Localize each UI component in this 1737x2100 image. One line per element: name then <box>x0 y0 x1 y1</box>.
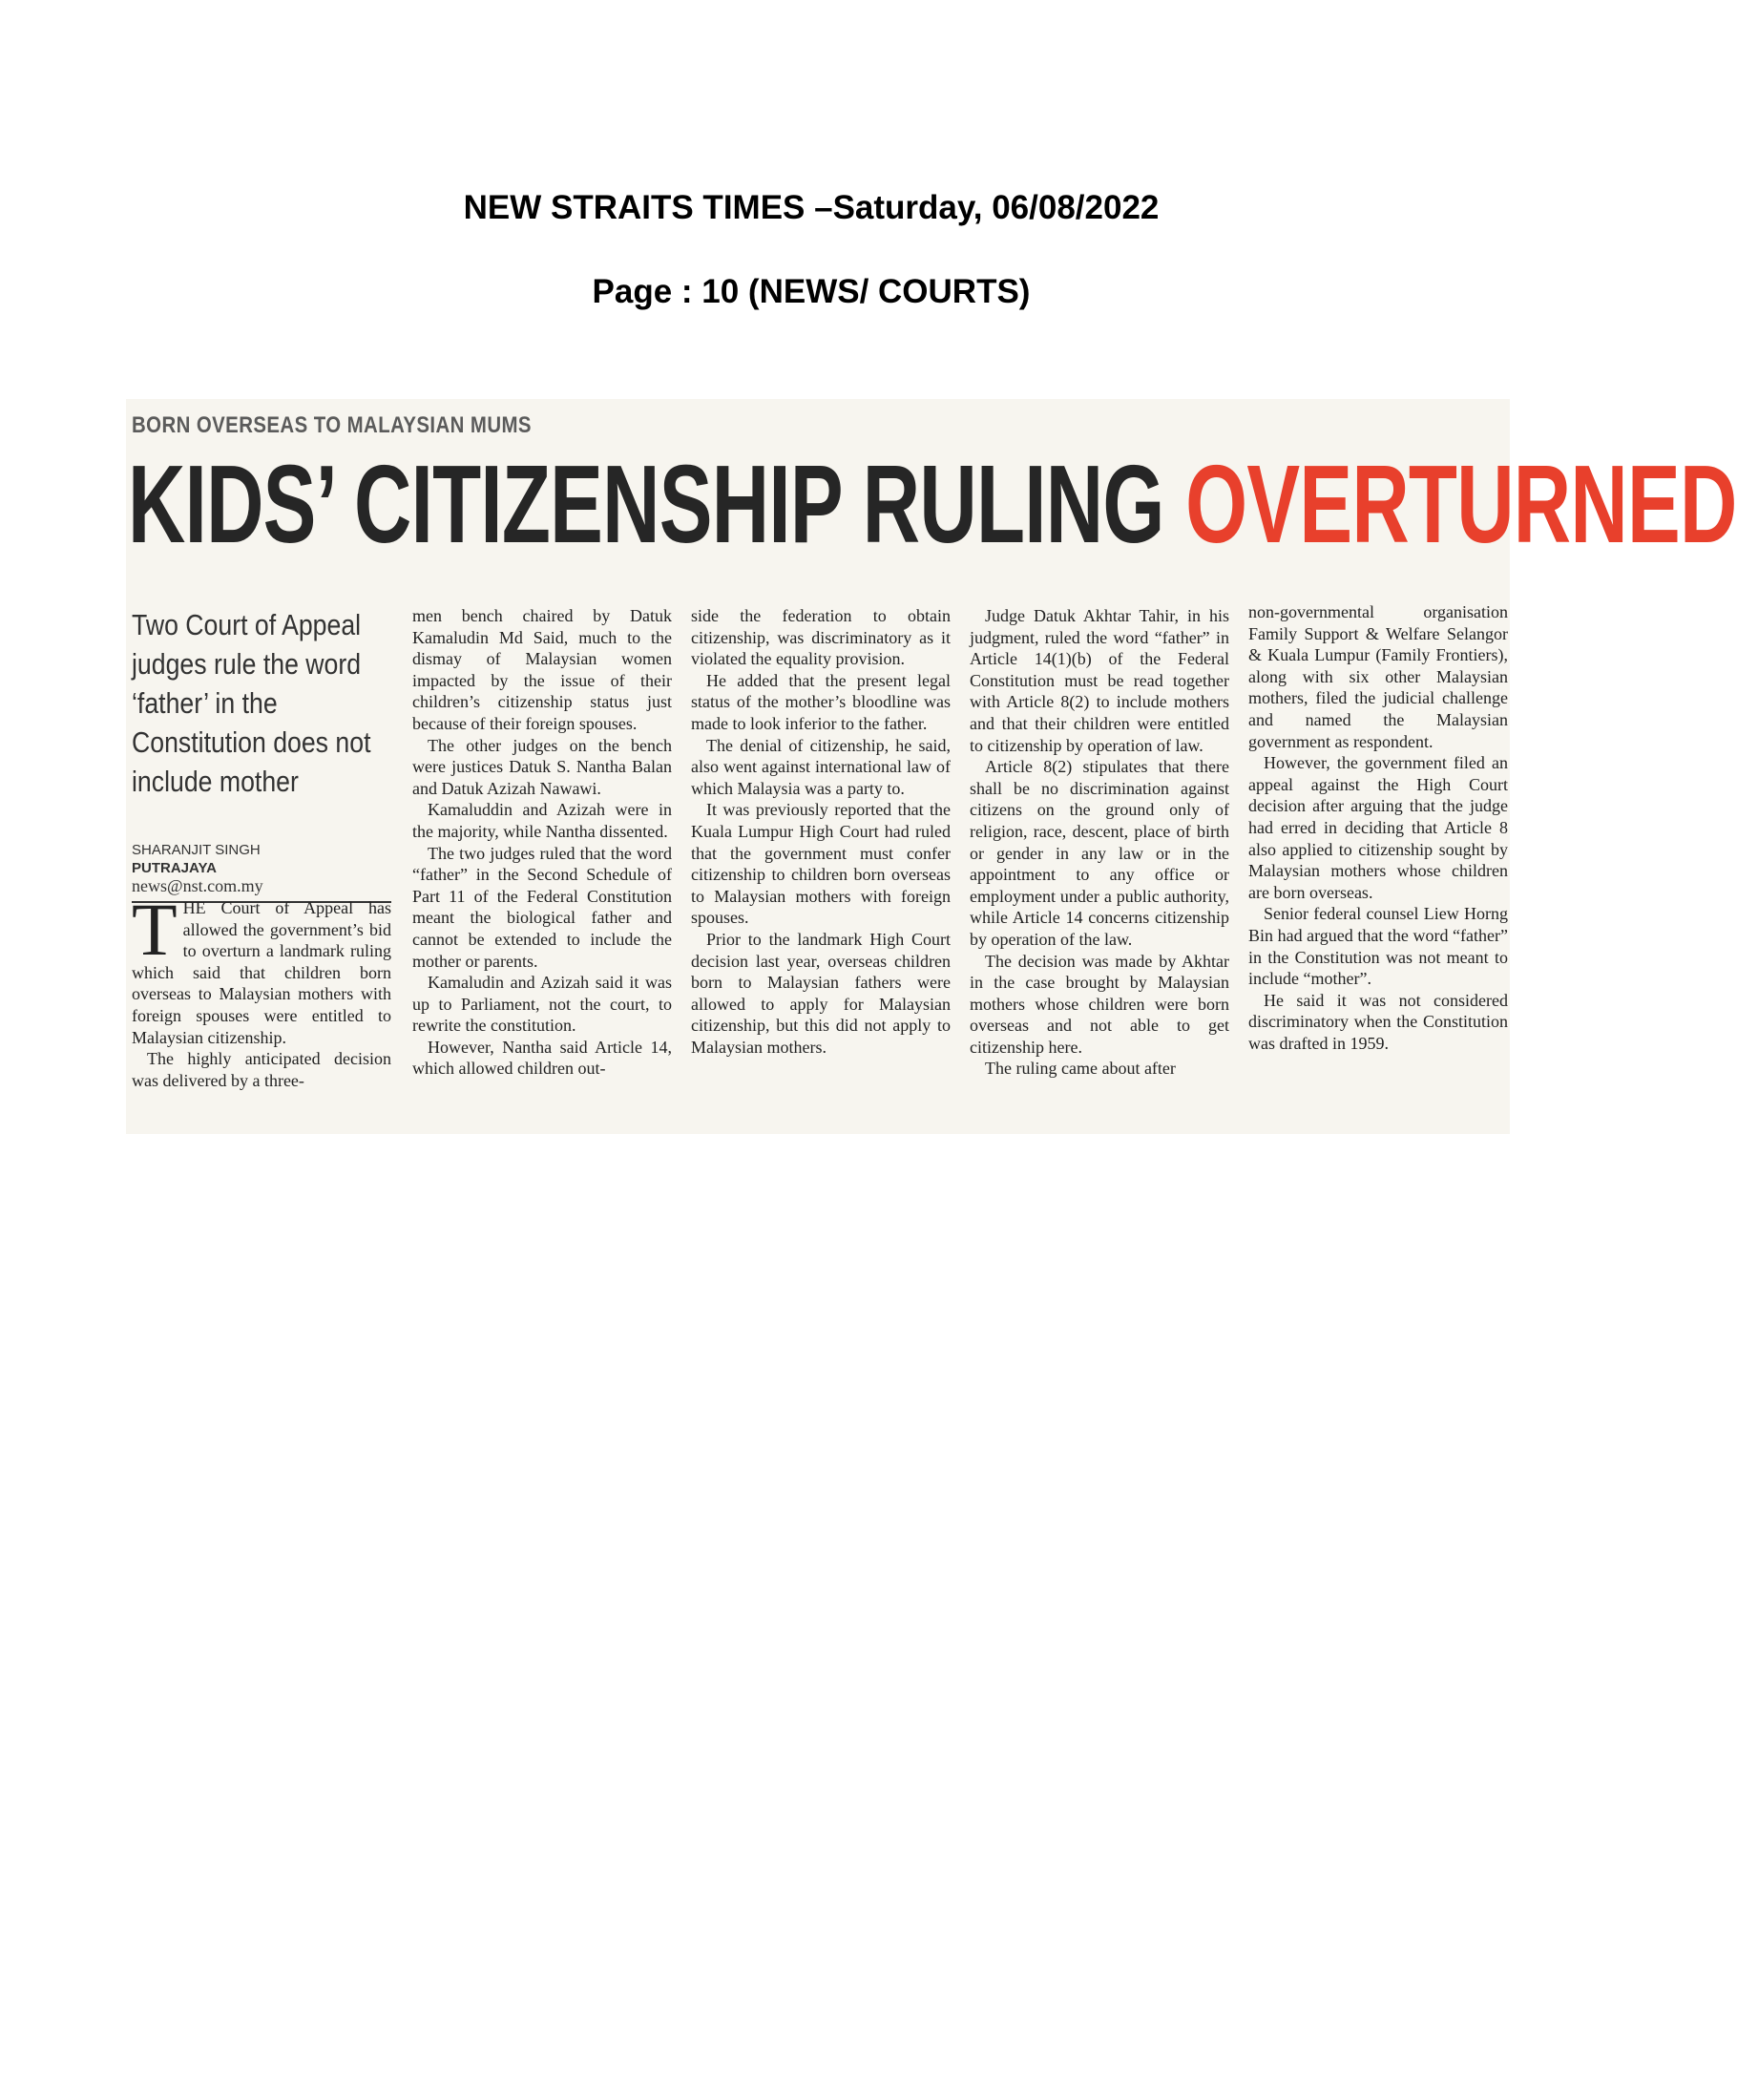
article-paragraph: Article 8(2) stipulates that there shall be no discrimination against citizens on the ground only of religion, race, descent, place of birth or gender in any law or in the appointment to any office or employment under a public authority, while Article 14 concerns citizenship by operation of the law. <box>970 757 1229 949</box>
byline-location: PUTRAJAYA <box>132 860 217 876</box>
article-column-4 <box>970 605 1229 1080</box>
article-paragraph: Kamaluddin and Azizah were in the majority, while Nantha dissented. <box>412 800 672 841</box>
article-paragraph: The decision was made by Akhtar in the case brought by Malaysian mothers whose children were born overseas and not able to get citizenship here. <box>970 951 1229 1057</box>
article-paragraph: However, Nantha said Article 14, which allowed children out- <box>412 1037 672 1079</box>
drop-cap: T <box>132 888 178 971</box>
article-paragraph: Judge Datuk Akhtar Tahir, in his judgment, ruled the word “father” in Article 14(1)(b) of the Federal Constitution must be read together with Article 8(2) to include mothers and that their children were entitled to citizenship by operation of law. <box>970 606 1229 755</box>
byline-author: SHARANJIT SINGH <box>132 842 261 858</box>
article-paragraph: Kamaludin and Azizah said it was up to Parliament, not the court, to rewrite the constitution. <box>412 973 672 1036</box>
article-paragraph: side the federation to obtain citizenship, was discriminatory as it violated the equality provision. <box>691 606 951 669</box>
article-paragraph: The two judges ruled that the word “father” in the Second Schedule of Part 11 of the Federal Constitution meant the biological father and cannot be extended to include the mother or parents. <box>412 843 672 971</box>
article-subhead: Two Court of Appeal judges rule the word ‘father’ in the Constitution does not include mother <box>132 608 371 798</box>
article-column-3 <box>691 605 951 1058</box>
article-column-1 <box>132 888 391 1091</box>
article-paragraph: The ruling came about after <box>985 1059 1176 1079</box>
headline-accent: OVERTURNED <box>1185 442 1737 566</box>
page-header: Page : 10 (NEWS/ COURTS) <box>592 273 1031 310</box>
article-paragraph: He added that the present legal status of the mother’s bloodline was made to look inferior to the father. <box>691 670 951 733</box>
newspaper-clipping <box>126 399 1737 1134</box>
headline-main: KIDS’ CITIZENSHIP RULING <box>128 442 1164 566</box>
article-paragraph: He said it was not considered discriminatory when the Constitution was drafted in 1959. <box>1248 990 1508 1053</box>
article-paragraph: non-governmental organisation Family Support & Welfare Selangor & Kuala Lumpur (Family Frontiers), along with six other Malaysian mothers, filed the judicial challenge and named the Malaysian government as respondent. <box>1248 602 1508 751</box>
paragraph-text: HE Court of Appeal has allowed the government’s bid to overturn a landmark ruling which said that children born overseas to Malaysian mothers with foreign spouses were entitled to Malaysian citizenship. <box>132 898 391 1047</box>
article-paragraph: Prior to the landmark High Court decision last year, overseas children born to Malaysian fathers were allowed to apply for Malaysian citizenship, but this did not apply to Malaysian mothers. <box>691 929 951 1057</box>
article-paragraph <box>132 888 391 1048</box>
article-column-5 <box>1248 601 1508 1054</box>
article-paragraph: The highly anticipated decision was delivered by a three- <box>132 1049 391 1090</box>
publication-header: NEW STRAITS TIMES –Saturday, 06/08/2022 <box>463 189 1160 226</box>
article-paragraph: It was previously reported that the Kuala Lumpur High Court had ruled that the government must confer citizenship to children born overseas to Malaysian mothers with foreign spouses. <box>691 800 951 928</box>
article-column-2 <box>412 605 672 1080</box>
article-paragraph: The other judges on the bench were justices Datuk S. Nantha Balan and Datuk Azizah Nawawi. <box>412 735 672 798</box>
article-paragraph: However, the government filed an appeal against the High Court decision after arguing that the judge had erred in deciding that Article 8 also applied to citizenship sought by Malaysian mothers whose children are born overseas. <box>1248 753 1508 902</box>
article-paragraph: The denial of citizenship, he said, also went against international law of which Malaysia was a party to. <box>691 735 951 798</box>
article-kicker: BORN OVERSEAS TO MALAYSIAN MUMS <box>132 412 532 438</box>
article-paragraph: men bench chaired by Datuk Kamaludin Md Said, much to the dismay of Malaysian women impacted by the issue of their children’s citizenship status just because of their foreign spouses. <box>412 606 672 733</box>
article-paragraph: Senior federal counsel Liew Horng Bin had argued that the word “father” in the Constitution was not meant to include “mother”. <box>1248 904 1508 989</box>
article-headline <box>128 442 1737 566</box>
byline-email: news@nst.com.my <box>132 876 263 895</box>
article-sidebar <box>132 605 387 903</box>
